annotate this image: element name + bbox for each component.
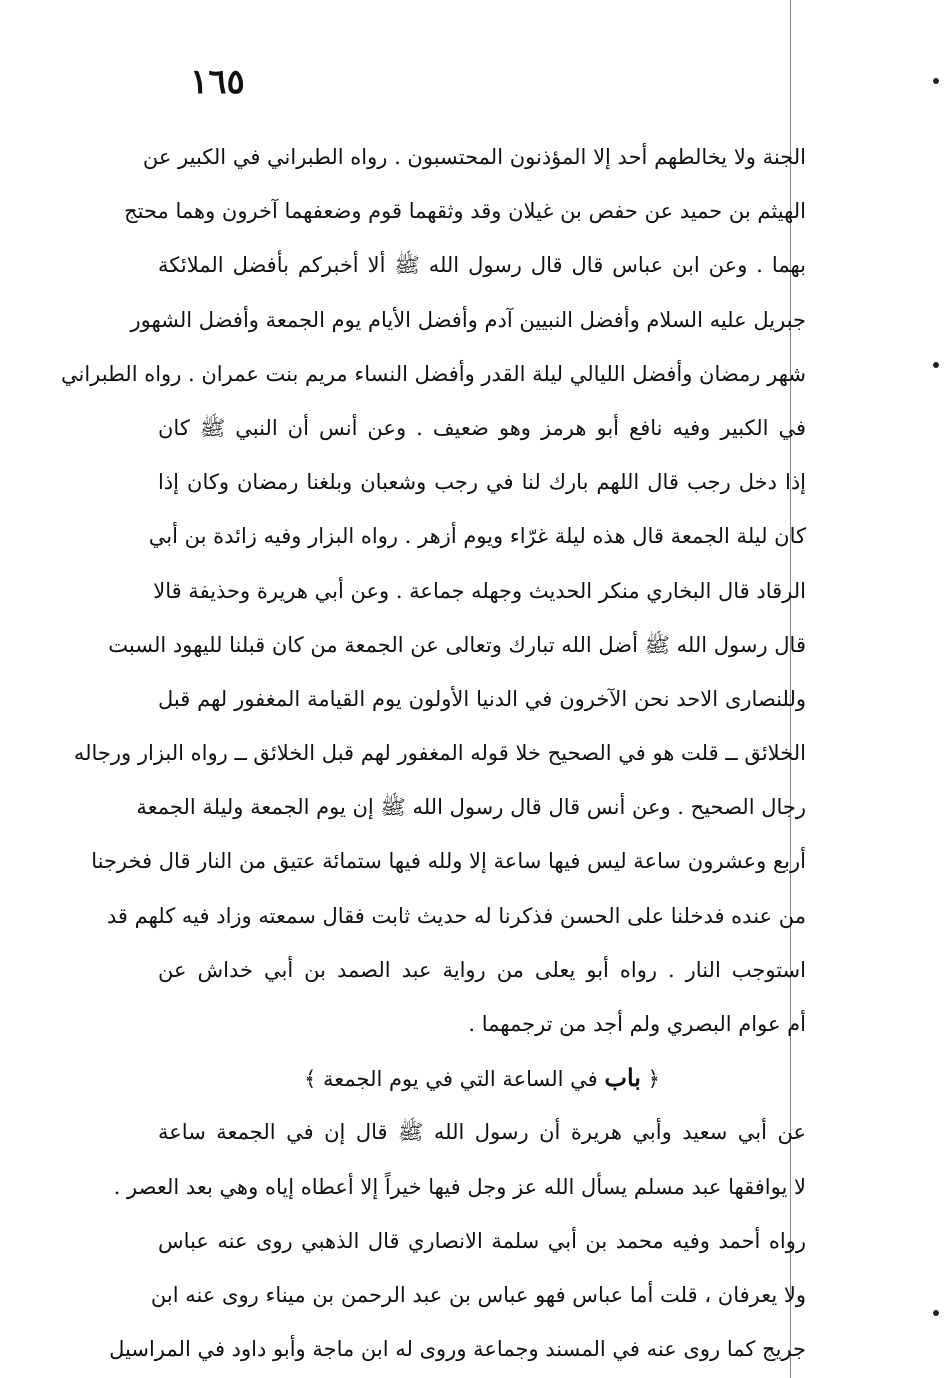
chapter-heading [158,1051,806,1105]
text-line: ولا يعرفان ، قلت أما عباس فهو عباس بن عبد الرحمن بن ميناء روى عنه ابن [150,1282,806,1307]
text-line: بهما . وعن ابن عباس قال قال رسول الله ﷺ ألا أخبركم بأفضل الملائكة [158,253,806,278]
text-line: عن أبي سعيد وأبي هريرة أن رسول الله ﷺ قال إن في الجمعة ساعة [158,1120,806,1145]
page-number: ١٦٥ [190,62,245,102]
text-line: شهر رمضان وأفضل الليالي ليلة القدر وأفضل النساء مريم بنت عمران . رواه الطبراني [60,361,806,386]
text-line: استوجب النار . رواه أبو يعلى من رواية عبد الصمد بن أبي خداش عن [158,957,806,982]
text-line: الخلائق ــ قلت هو في الصحيح خلا قوله المغفور لهم قبل الخلائق ــ رواه البزار ورجاله [73,741,806,766]
text-line: جريج كما روى عنه في المسند وجماعة وروى له ابن ماجة وأبو داود في المراسيل [109,1337,806,1362]
heading-title: في الساعة التي في يوم الجمعة [323,1067,598,1092]
text-line: وللنصارى الاحد نحن الآخرون في الدنيا الأولون يوم القيامة المغفور لهم قبل [158,686,806,711]
text-line: الجنة ولا يخالطهم أحد إلا المؤذنون المحتسبون . رواه الطبراني في الكبير عن [142,145,806,169]
heading-bracket-open: ﴿ [647,1067,660,1092]
margin-dot [933,1310,939,1316]
text-line: الرقاد قال البخاري منكر الحديث وجهله جماعة . وعن أبي هريرة وحذيفة قالا [153,578,806,603]
text-line: كان ليلة الجمعة قال هذه ليلة غرّاء ويوم أزهر . رواه البزار وفيه زائدة بن أبي [148,524,806,549]
text-line: رواه أحمد وفيه محمد بن أبي سلمة الانصاري قال الذهبي روى عنه عباس [158,1228,806,1253]
text-line: من عنده فدخلنا على الحسن فذكرنا له حديث ثابت فقال سمعته وزاد فيه كلهم قد [106,903,806,928]
text-line: أم عوام البصري ولم أجد من ترجمهما . [468,1012,806,1036]
text-line: إذا دخل رجب قال اللهم بارك لنا في رجب وشعبان وبلغنا رمضان وكان إذا [158,470,806,495]
heading-keyword: باب [604,1063,641,1093]
heading-bracket-close: ﴾ [304,1067,317,1092]
text-line: رجال الصحيح . وعن أنس قال قال رسول الله ﷺ إن يوم الجمعة وليلة الجمعة [136,795,806,820]
text-line: أربع وعشرون ساعة ليس فيها ساعة إلا ولله فيها ستمائة عتيق من النار قال فخرجنا [91,849,806,874]
text-line: جبريل عليه السلام وأفضل النبيين آدم وأفضل الأيام يوم الجمعة وأفضل الشهور [130,307,806,332]
margin-dot [933,362,939,368]
text-line: الهيثم بن حميد عن حفص بن غيلان وقد وثقهما قوم وضعفهما آخرون وهما محتج [124,199,806,224]
text-line: في الكبير وفيه نافع أبو هرمز وهو ضعيف . وعن أنس أن النبي ﷺ كان [158,415,806,440]
text-line: قال رسول الله ﷺ أضل الله تبارك وتعالى عن الجمعة من كان قبلنا لليهود السبت [108,632,806,657]
margin-dot [933,78,939,84]
body-text [60,130,806,1376]
text-line: لا يوافقها عبد مسلم يسأل الله عز وجل فيها خيراً إلا أعطاه إياه وهي بعد العصر . [113,1174,806,1199]
